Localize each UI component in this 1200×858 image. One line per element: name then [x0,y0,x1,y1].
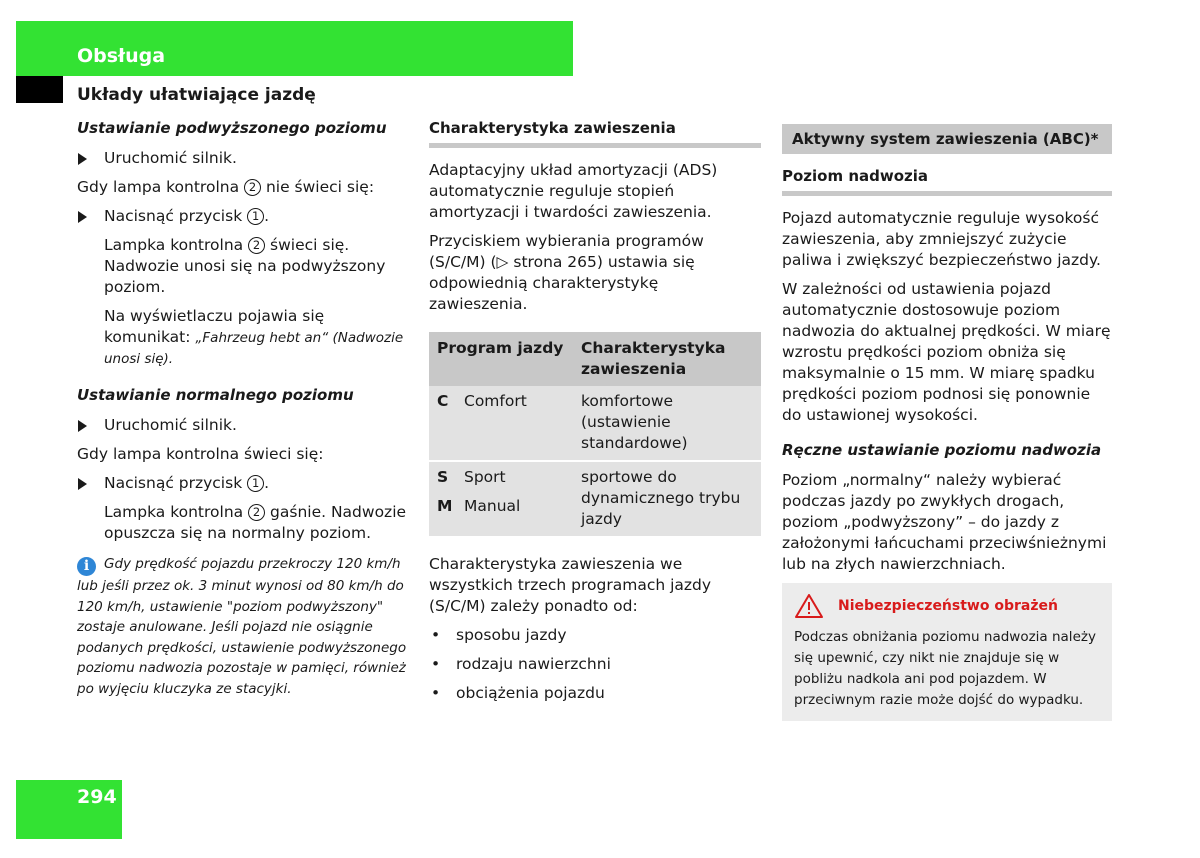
indicator-2-icon: 2 [248,237,265,254]
warning-title: Niebezpieczeństwo obrażeń [794,593,1100,619]
normal-step-2: Nacisnąć przycisk 1 . [77,473,407,494]
column-left [77,118,407,699]
warning-box [782,583,1112,721]
normal-heading: Ustawianie normalnego poziomu [77,386,354,404]
table-row [429,461,761,536]
list-item: • rodzaju nawierzchni [429,654,761,675]
manual-heading: Ręczne ustawianie poziomu nadwozia [782,441,1102,459]
body-level-heading: Poziom nadwozia [782,166,1112,196]
table-cell-value: sportowe do dynamicznego trybu jazdy [573,461,761,536]
table-header-row [429,332,761,386]
table-cell-program: S Sport M Manual [429,461,573,536]
body-level-p1: Pojazd automatycznie reguluje wysokość zawieszenia, aby zmniejszyć zużycie paliwa i zwiększyć bezpieczeństwo jazdy. [782,209,1101,269]
abc-bar: Aktywny system zawieszenia (ABC)* [782,124,1112,154]
warning-triangle-icon [794,593,824,619]
section-title: Układy ułatwiające jazdę [77,85,316,105]
table-row [429,386,761,461]
button-1-icon: 1 [247,475,264,492]
suspension-heading: Charakterystyka zawieszenia [429,118,761,148]
raise-step-2: Nacisnąć przycisk 1 . [77,206,407,227]
table-header-characteristic: Charakterystyka zawieszenia [573,332,761,386]
program-table [429,332,761,536]
table-header-program: Program jazdy [429,332,573,386]
indicator-2-icon: 2 [248,504,265,521]
warning-text: Podczas obniżania poziomu nadwozia należy się upewnić, czy nikt nie znajduje się w pobliżu nadkola ani pod pojazdem. W przeciwnym razie może dojść do wypadku. [794,629,1096,708]
info-note: i Gdy prędkość pojazdu przekroczy 120 km/h lub jeśli przez ok. 3 minut wynosi od 80 km/h do 120 km/h, ustawienie "poziom podwyższony" zostaje anulowane. Jeśli pojazd nie osiągnie podanych prędkości, ustawienie podwyższonego poziomu nadwozia pozostaje w pamięci, również po wyjęciu kluczyka ze stacyjki. [77,556,407,697]
raise-result-1: Lampka kontrolna 2 świeci się. Nadwozie unosi się na podwyższony poziom. [104,236,386,296]
list-item: • obciążenia pojazdu [429,683,761,704]
normal-result: Lampka kontrolna 2 gaśnie. Nadwozie opuszcza się na normalny poziom. [104,503,407,542]
raise-heading: Ustawianie podwyższonego poziomu [77,119,387,137]
raise-result-2: Na wyświetlaczu pojawia się komunikat: „Fahrzeug hebt an“ (Nadwozie unosi się). [104,307,404,367]
body-level-p3: Poziom „normalny“ należy wybierać podczas jazdy po zwykłych drogach, poziom „podwyższony” – do jazdy z założonymi łańcuchami przeciwśnieżnymi lub na złych nawierzchniach. [782,471,1107,573]
chapter-title: Obsługa [77,45,166,67]
suspension-p3: Charakterystyka zawieszenia we wszystkich trzech programach jazdy (S/C/M) zależy ponadto od: [429,555,712,615]
suspension-p1: Adaptacyjny układ amortyzacji (ADS) automatycznie reguluje stopień amortyzacji i twardości zawieszenia. [429,161,718,221]
info-icon: i [77,557,96,576]
page-number: 294 [77,786,117,808]
column-middle [429,118,761,712]
indicator-2-icon: 2 [244,179,261,196]
raise-condition: Gdy lampa kontrolna 2 nie świeci się: [77,178,375,196]
column-right [782,118,1112,721]
table-cell-program: C Comfort [429,386,573,461]
list-item: • sposobu jazdy [429,625,761,646]
button-1-icon: 1 [247,208,264,225]
section-marker [16,76,63,103]
suspension-p2: Przyciskiem wybierania programów (S/C/M) (▷ strona 265) ustawia się odpowiednią charakterystykę zawieszenia. [429,232,704,313]
table-cell-value: komfortowe (ustawienie standardowe) [573,386,761,461]
raise-step-1: Uruchomić silnik. [77,148,407,169]
body-level-p2: W zależności od ustawienia pojazd automatycznie dostosowuje poziom nadwozia do aktualnej prędkości. W miarę wzrostu prędkości poziom obniża się maksymalnie o 15 mm. W miarę spadku prędkości poziom podnosi się ponownie do ustawionej wysokości. [782,280,1111,424]
normal-step-1: Uruchomić silnik. [77,415,407,436]
normal-condition: Gdy lampa kontrolna świeci się: [77,445,324,463]
